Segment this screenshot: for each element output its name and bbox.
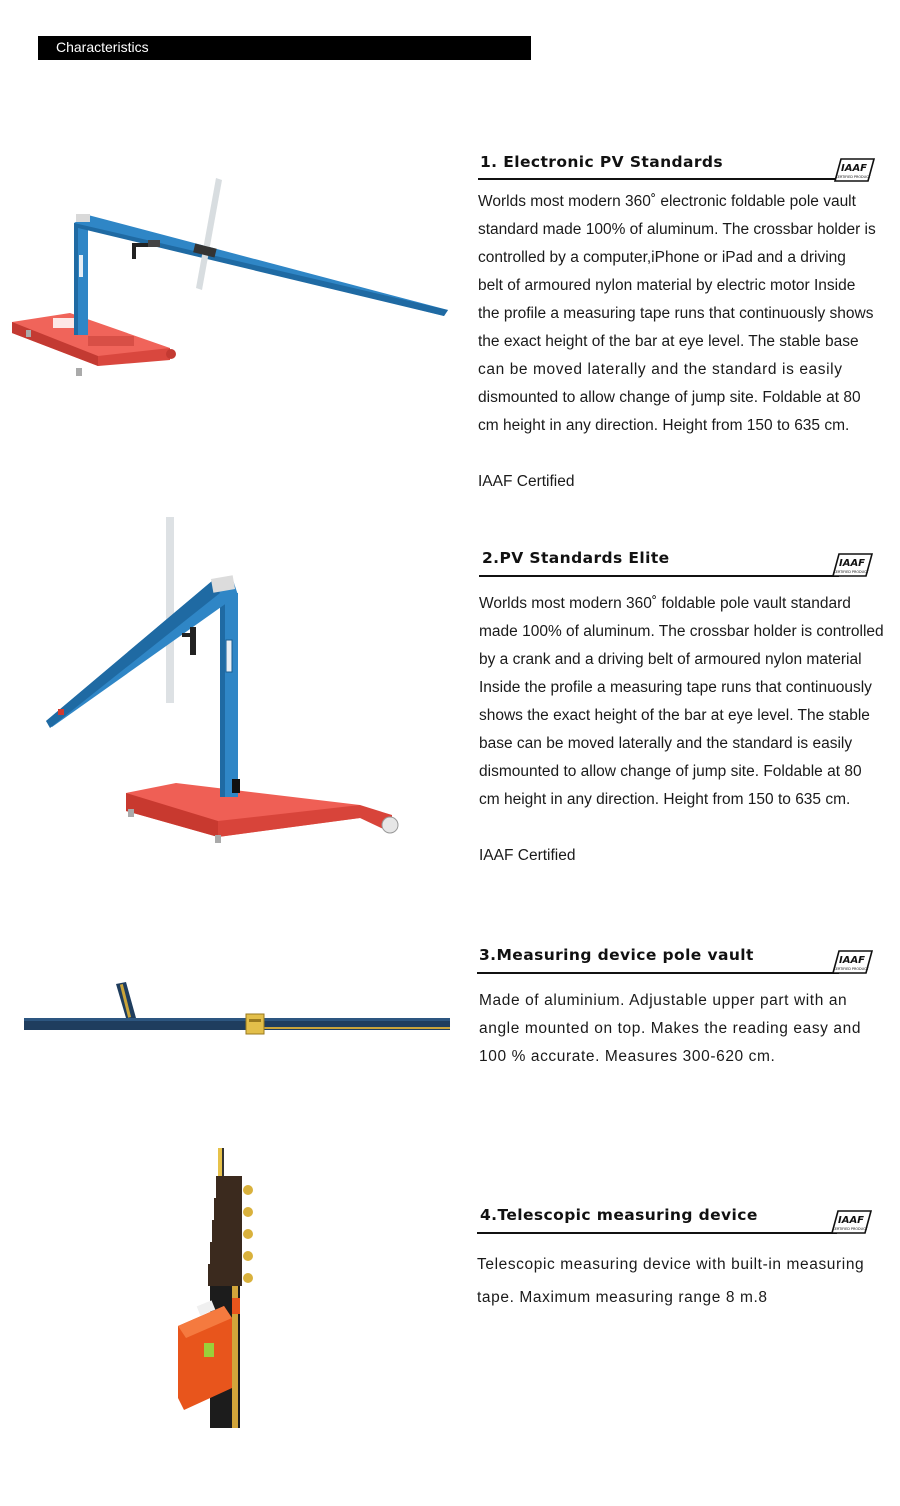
section-2-divider	[479, 575, 839, 577]
electronic-pv-standard-image	[8, 170, 453, 385]
description-line: cm height in any direction. Height from 150 to 635 cm.	[479, 791, 851, 808]
description-line: tape. Maximum measuring range 8 m.8	[477, 1289, 768, 1306]
description-line: standard made 100% of aluminum. The crossbar holder is	[478, 221, 876, 238]
svg-text:IAAF: IAAF	[837, 1215, 865, 1226]
description-line: Worlds most modern 360˚ foldable pole vault standard	[479, 595, 851, 612]
svg-text:IAAF: IAAF	[838, 558, 866, 569]
svg-text:CERTIFIED PRODUCT: CERTIFIED PRODUCT	[833, 967, 869, 971]
section-1-divider	[478, 178, 840, 180]
description-line: Made of aluminium. Adjustable upper part with an	[479, 992, 848, 1009]
section-4-description	[477, 1248, 864, 1314]
description-line: angle mounted on top. Makes the reading easy and	[479, 1020, 862, 1037]
section-3-title: 3.Measuring device pole vault	[479, 946, 754, 964]
section-header-bar	[38, 36, 531, 60]
description-line: cm height in any direction. Height from 150 to 635 cm.	[478, 417, 850, 434]
svg-text:CERTIFIED PRODUCT: CERTIFIED PRODUCT	[832, 1227, 868, 1231]
description-line: dismounted to allow change of jump site. Foldable at 80	[479, 763, 862, 780]
description-line: belt of armoured nylon material by electric motor Inside	[478, 277, 856, 294]
description-line: base can be moved laterally and the standard is easily	[479, 735, 853, 752]
section-1-description	[478, 188, 876, 440]
description-line: by a crank and a driving belt of armoured nylon material	[479, 651, 862, 668]
pv-standards-elite-image	[40, 515, 405, 850]
section-2-certified: IAAF Certified	[479, 847, 576, 864]
iaaf-certified-badge-2	[831, 553, 873, 577]
section-1-certified: IAAF Certified	[478, 473, 575, 490]
telescopic-measuring-device-image	[170, 1148, 270, 1430]
description-line: 100 % accurate. Measures 300-620 cm.	[479, 1048, 776, 1065]
svg-text:IAAF: IAAF	[838, 955, 866, 966]
description-line: can be moved laterally and the standard is easily	[478, 361, 843, 378]
section-2-title: 2.PV Standards Elite	[482, 549, 670, 567]
description-line: the exact height of the bar at eye level. The stable base	[478, 333, 859, 350]
description-line: Telescopic measuring device with built-in measuring	[477, 1256, 865, 1273]
svg-text:CERTIFIED PRODUCT: CERTIFIED PRODUCT	[833, 570, 869, 574]
iaaf-certified-badge-3	[831, 950, 873, 974]
section-4-divider	[477, 1232, 837, 1234]
description-line: Worlds most modern 360˚ electronic foldable pole vault	[478, 193, 856, 210]
section-3-divider	[477, 972, 839, 974]
section-header-title: Characteristics	[56, 39, 149, 55]
section-2-description	[479, 590, 884, 814]
description-line: shows the exact height of the bar at eye level. The stable	[479, 707, 870, 724]
iaaf-certified-badge-4	[830, 1210, 872, 1234]
section-4-title: 4.Telescopic measuring device	[480, 1206, 758, 1224]
iaaf-certified-badge-1	[833, 158, 875, 182]
measuring-device-pole-vault-image	[24, 980, 452, 1040]
description-line: Inside the profile a measuring tape runs that continuously	[479, 679, 872, 696]
description-line: dismounted to allow change of jump site. Foldable at 80	[478, 389, 861, 406]
section-3-description	[479, 987, 861, 1071]
svg-text:CERTIFIED PRODUCT: CERTIFIED PRODUCT	[835, 175, 871, 179]
description-line: the profile a measuring tape runs that continuously shows	[478, 305, 874, 322]
description-line: made 100% of aluminum. The crossbar holder is controlled	[479, 623, 884, 640]
svg-text:IAAF: IAAF	[840, 163, 868, 174]
section-1-title: 1. Electronic PV Standards	[480, 153, 724, 171]
description-line: controlled by a computer,iPhone or iPad and a driving	[478, 249, 846, 266]
